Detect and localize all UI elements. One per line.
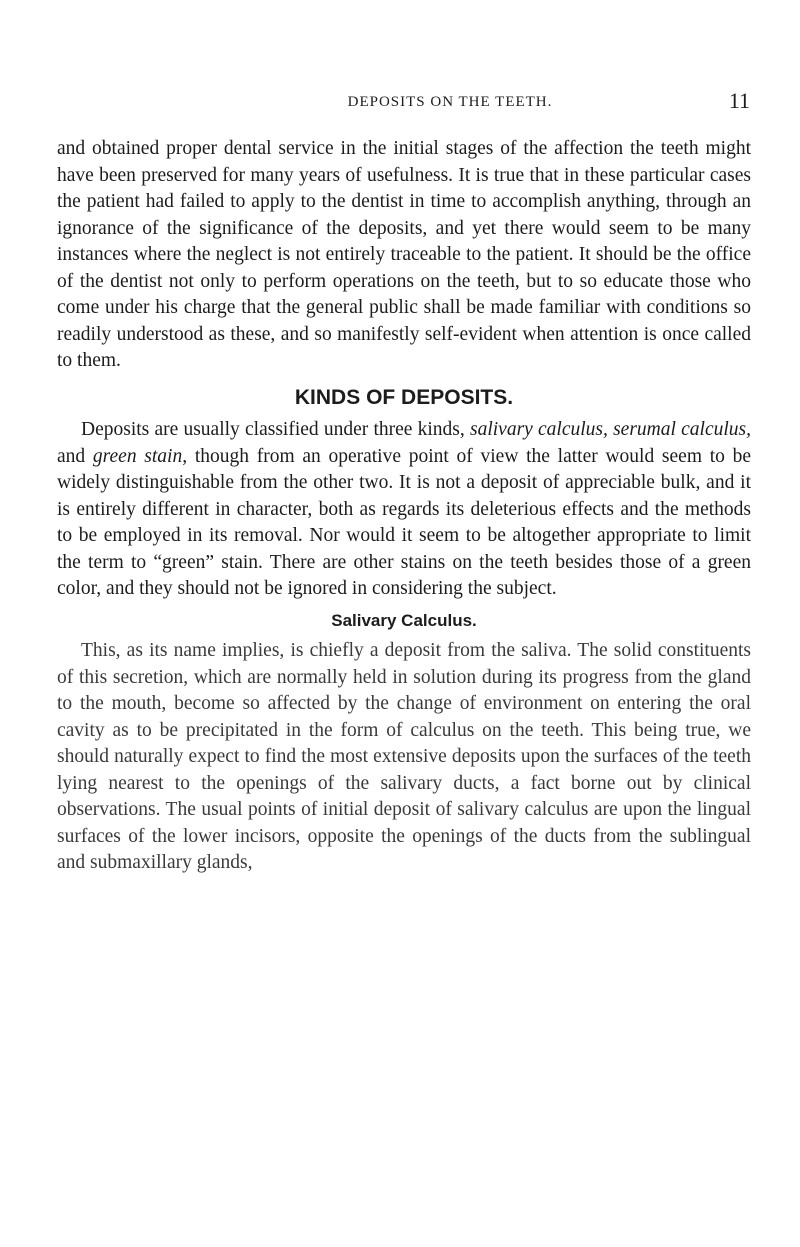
text-run: Deposits are usually classified under three kinds,	[81, 419, 470, 440]
text-run: though from an operative point of view the latter would seem to be widely distinguishable from the other two. It is not a deposit of appreciable bulk, and it is entirely different in character, both as regards its deleterious effects and the methods to be employed in its removal. Nor would it seem to be altogether appropriate to limit the term to “green” stain. There are other stains on the teeth besides those of a green color, and they should not be ignored in considering the subject.	[57, 445, 752, 599]
text-run: and	[57, 445, 93, 467]
body-text	[57, 136, 751, 877]
subsection-heading: Salivary Calculus.	[331, 610, 477, 630]
paragraph-salivary: This, as its name implies, is chiefly a deposit from the saliva. The solid constituents of this secretion, which are normally held in solution during its progress from the gland to the mouth, become so affected by the change of environment on entering the oral cavity as to be precipitated in the form of calculus on the teeth. This being true, we should naturally expect to find the most extensive deposits upon the surfaces of the teeth lying nearest to the openings of the salivary ducts, a fact borne out by clinical observations. The usual points of initial deposit of salivary calculus are upon the lingual surfaces of the lower incisors, opposite the openings of the ducts from the sublingual and submaxillary glands,	[57, 640, 751, 873]
paragraph-kinds	[57, 417, 751, 603]
term-green-stain: green stain,	[92, 445, 188, 467]
paragraph-continued: and obtained proper dental service in the initial stages of the affection the teeth might have been preserved for many years of usefulness. It is true that in these particular cases the patient had failed to apply to the dentist in time to accomplish anything, through an ignorance of the significance of the deposits, and yet there would seem to be many instances where the neglect is not entirely traceable to the patient. It should be the office of the dentist not only to perform operations on the teeth, but to so educate those who come under his charge that the general public shall be made familiar with conditions so readily understood as these, and so manifestly self-evident when attention is once called to them.	[57, 138, 751, 371]
running-head	[150, 88, 750, 118]
running-title: DEPOSITS ON THE TEETH.	[347, 94, 553, 110]
page-number: 11	[728, 88, 750, 113]
section-heading: KINDS OF DEPOSITS.	[294, 385, 514, 409]
term-salivary: salivary calculus,	[469, 419, 608, 440]
term-serumal: serumal calculus,	[613, 419, 751, 440]
